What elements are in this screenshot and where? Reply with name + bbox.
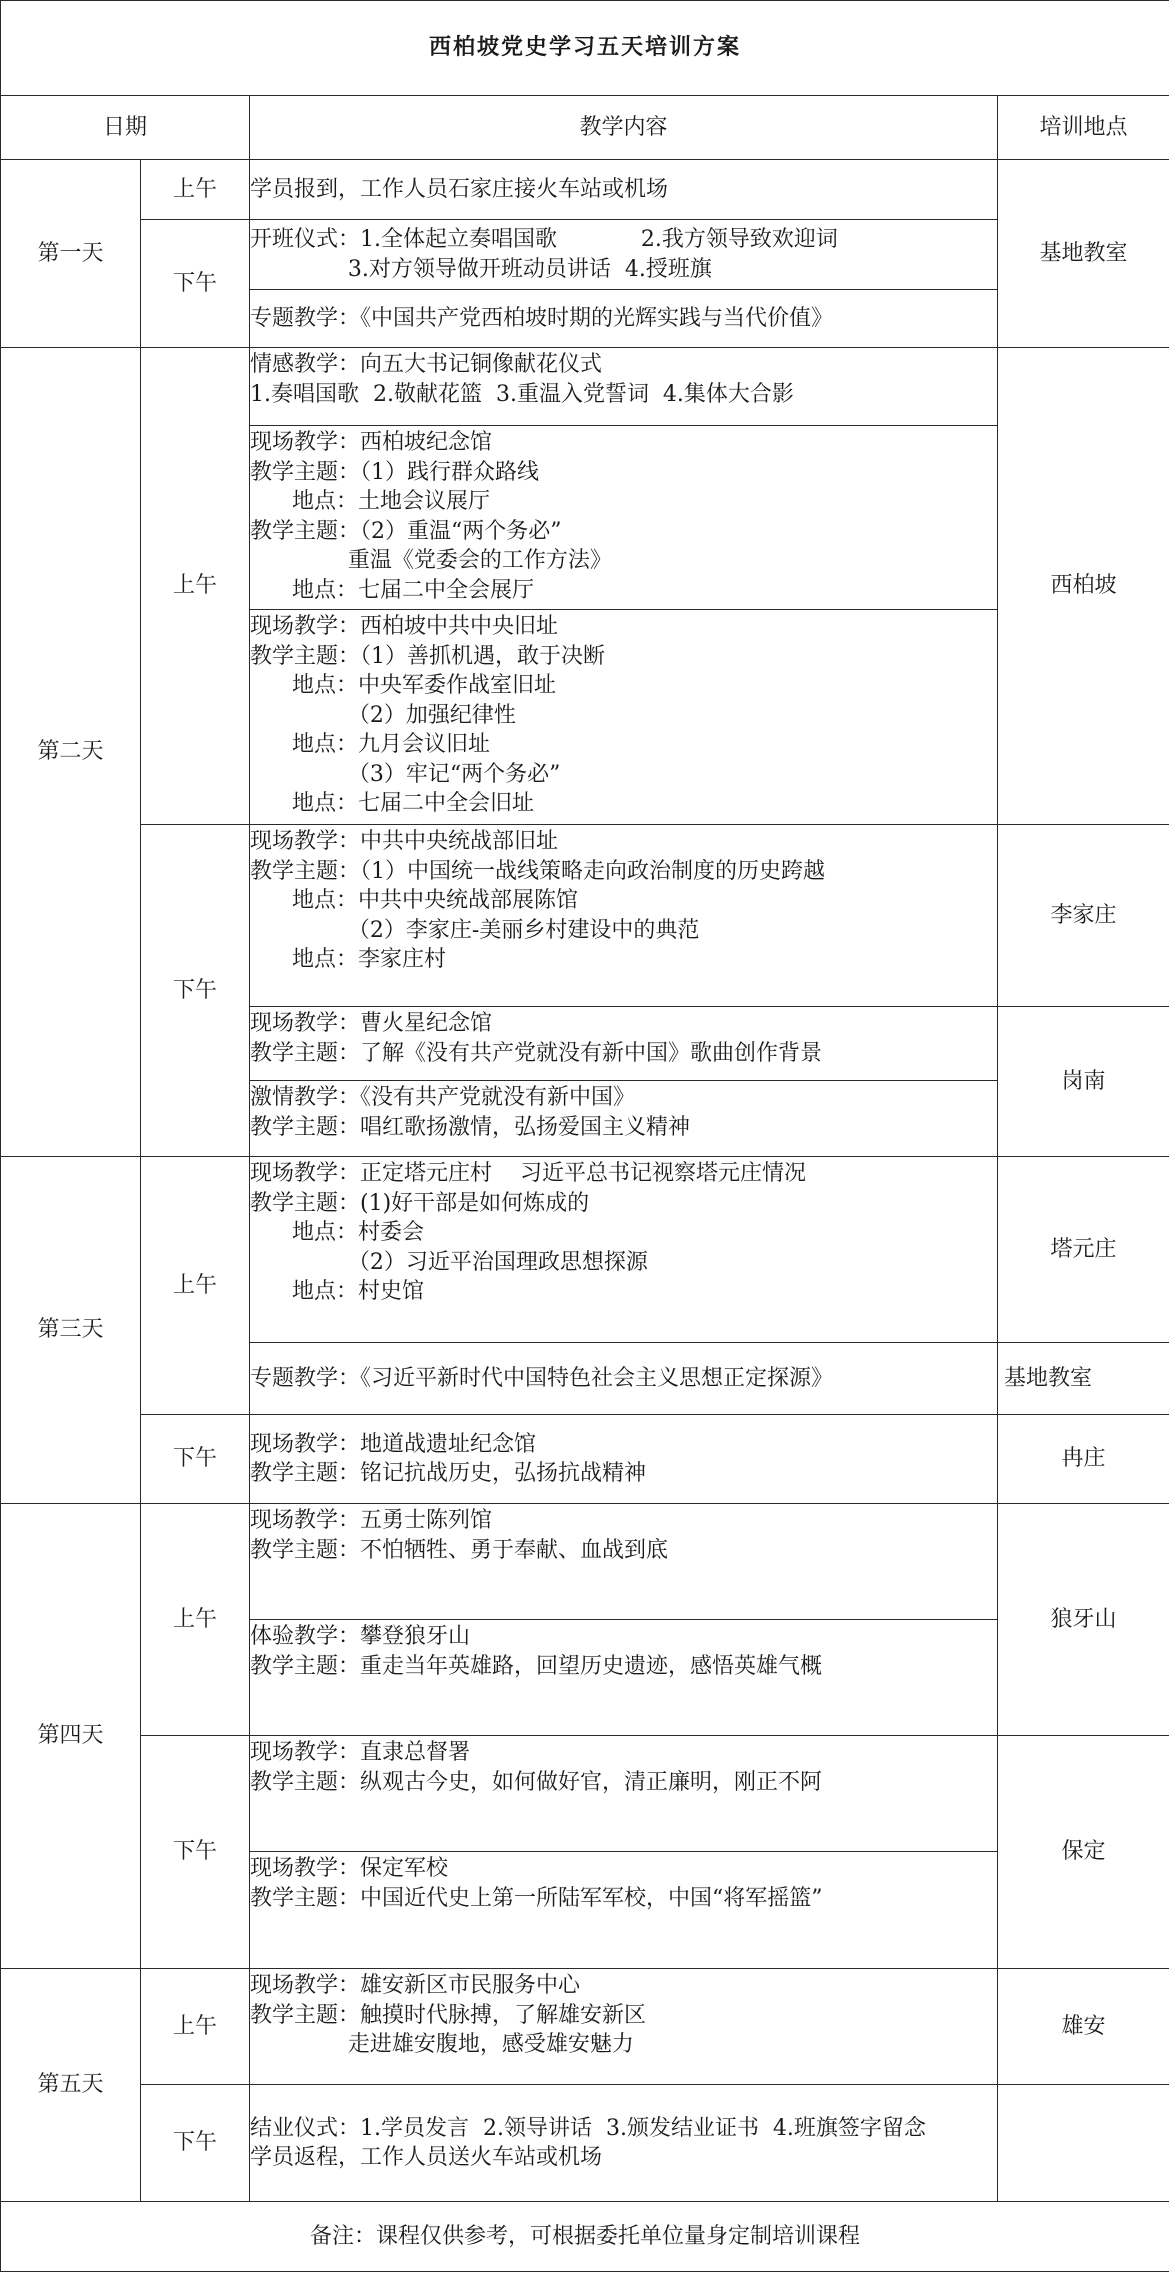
content-line: 激情教学：《没有共产党就没有新中国》 (250, 1083, 997, 1113)
content-line: 现场教学：西柏坡纪念馆 (250, 428, 997, 458)
day-label: 第三天 (1, 1157, 141, 1504)
content-line: （3）牢记“两个务必” (250, 760, 997, 790)
header-location: 培训地点 (998, 96, 1169, 160)
content-line: 现场教学：正定塔元庄村 习近平总书记视察塔元庄情况 (250, 1159, 997, 1189)
content-cell (250, 1736, 998, 1852)
content-line: （2）加强纪律性 (250, 701, 997, 731)
content-cell (250, 220, 998, 290)
location-cell: 狼牙山 (998, 1504, 1169, 1736)
content-line: 教学主题：（1）善抓机遇，敢于决断 (250, 642, 997, 672)
content-line: 情感教学：向五大书记铜像献花仪式 (250, 350, 997, 380)
content-line: 现场教学：地道战遗址纪念馆 (250, 1430, 997, 1460)
content-line: 1.奏唱国歌 2.敬献花篮 3.重温入党誓词 4.集体大合影 (250, 380, 997, 410)
content-line: 地点：中共中央统战部展陈馆 (250, 886, 997, 916)
content-cell (250, 610, 998, 825)
content-line: 学员返程，工作人员送火车站或机场 (250, 2143, 997, 2173)
content-line: 教学主题：中国近代史上第一所陆军军校，中国“将军摇篮” (250, 1884, 997, 1914)
content-cell (250, 348, 998, 426)
content-line: 教学主题：（1）中国统一战线策略走向政治制度的历史跨越 (250, 857, 997, 887)
content-cell (250, 1157, 998, 1343)
content-line: 教学主题：了解《没有共产党就没有新中国》歌曲创作背景 (250, 1039, 997, 1069)
period-label: 上午 (141, 348, 250, 825)
day-label: 第四天 (1, 1504, 141, 1969)
content-line: 教学主题：不怕牺牲、勇于奉献、血战到底 (250, 1536, 997, 1566)
content-cell (250, 2085, 998, 2202)
period-label: 上午 (141, 1969, 250, 2085)
location-cell: 李家庄 (998, 825, 1169, 1007)
period-label: 下午 (141, 1415, 250, 1504)
content-line: 现场教学：西柏坡中共中央旧址 (250, 612, 997, 642)
content-line: （2）习近平治国理政思想探源 (250, 1248, 997, 1278)
location-cell: 保定 (998, 1736, 1169, 1969)
content-cell (250, 1620, 998, 1736)
period-label: 上午 (141, 1504, 250, 1736)
content-line: 地点：七届二中全会展厅 (250, 576, 997, 606)
content-line: 地点：七届二中全会旧址 (250, 789, 997, 819)
period-label: 上午 (141, 1157, 250, 1415)
content-line: 走进雄安腹地，感受雄安魅力 (250, 2030, 997, 2060)
content-line: 地点：中央军委作战室旧址 (250, 671, 997, 701)
location-cell: 基地教室 (998, 160, 1169, 348)
location-cell: 西柏坡 (998, 348, 1169, 825)
content-line: 教学主题：重走当年英雄路，回望历史遗迹，感悟英雄气概 (250, 1652, 997, 1682)
location-cell: 塔元庄 (998, 1157, 1169, 1343)
content-line: 现场教学：曹火星纪念馆 (250, 1009, 997, 1039)
location-cell: 雄安 (998, 1969, 1169, 2085)
content-line: 地点：李家庄村 (250, 945, 997, 975)
content-cell (250, 1007, 998, 1081)
content-line: 教学主题：唱红歌扬激情，弘扬爱国主义精神 (250, 1113, 997, 1143)
content-line: 现场教学：五勇士陈列馆 (250, 1506, 997, 1536)
content-line: 教学主题：铭记抗战历史，弘扬抗战精神 (250, 1459, 997, 1489)
period-label: 下午 (141, 1736, 250, 1969)
page-title: 西柏坡党史学习五天培训方案 (1, 1, 1169, 96)
content-line: 教学主题：(1)好干部是如何炼成的 (250, 1189, 997, 1219)
content-cell (250, 426, 998, 610)
period-label: 上午 (141, 160, 250, 220)
content-line: 地点：土地会议展厅 (250, 487, 997, 517)
content-cell (250, 290, 998, 348)
content-line: 教学主题：纵观古今史，如何做好官，清正廉明，刚正不阿 (250, 1768, 997, 1798)
content-line: 重温《党委会的工作方法》 (250, 546, 997, 576)
content-line: （2）李家庄-美丽乡村建设中的典范 (250, 916, 997, 946)
content-cell (250, 1343, 998, 1415)
content-cell (250, 1852, 998, 1969)
content-line: 体验教学：攀登狼牙山 (250, 1622, 997, 1652)
content-cell (250, 1969, 998, 2085)
content-line: 学员报到，工作人员石家庄接火车站或机场 (250, 175, 997, 205)
content-cell (250, 1415, 998, 1504)
content-line: 现场教学：直隶总督署 (250, 1738, 997, 1768)
location-cell: 岗南 (998, 1007, 1169, 1157)
location-cell (998, 2085, 1169, 2202)
content-cell (250, 825, 998, 1007)
location-cell: 基地教室 (998, 1343, 1169, 1415)
content-cell (250, 1081, 998, 1157)
content-cell (250, 160, 998, 220)
period-label: 下午 (141, 825, 250, 1157)
content-line: 现场教学：保定军校 (250, 1854, 997, 1884)
content-line: 现场教学：中共中央统战部旧址 (250, 827, 997, 857)
content-line: 地点：九月会议旧址 (250, 730, 997, 760)
content-cell (250, 1504, 998, 1620)
content-line: 开班仪式：1.全体起立奏唱国歌 2.我方领导致欢迎词 (250, 225, 997, 255)
header-content: 教学内容 (250, 96, 998, 160)
location-cell: 冉庄 (998, 1415, 1169, 1504)
day-label: 第二天 (1, 348, 141, 1157)
content-line: 专题教学：《习近平新时代中国特色社会主义思想正定探源》 (250, 1364, 997, 1394)
content-line: 3.对方领导做开班动员讲话 4.授班旗 (250, 255, 997, 285)
content-line: 教学主题：触摸时代脉搏，了解雄安新区 (250, 2001, 997, 2031)
day-label: 第五天 (1, 1969, 141, 2202)
content-line: 地点：村委会 (250, 1218, 997, 1248)
period-label: 下午 (141, 2085, 250, 2202)
day-label: 第一天 (1, 160, 141, 348)
footnote: 备注：课程仅供参考，可根据委托单位量身定制培训课程 (1, 2202, 1169, 2272)
content-line: 地点：村史馆 (250, 1277, 997, 1307)
content-line: 教学主题：（1）践行群众路线 (250, 458, 997, 488)
period-label: 下午 (141, 220, 250, 348)
header-date: 日期 (1, 96, 250, 160)
content-line: 结业仪式：1.学员发言 2.领导讲话 3.颁发结业证书 4.班旗签字留念 (250, 2114, 997, 2144)
content-line: 教学主题：（2）重温“两个务必” (250, 517, 997, 547)
content-line: 现场教学：雄安新区市民服务中心 (250, 1971, 997, 2001)
content-line: 专题教学：《中国共产党西柏坡时期的光辉实践与当代价值》 (250, 304, 997, 334)
